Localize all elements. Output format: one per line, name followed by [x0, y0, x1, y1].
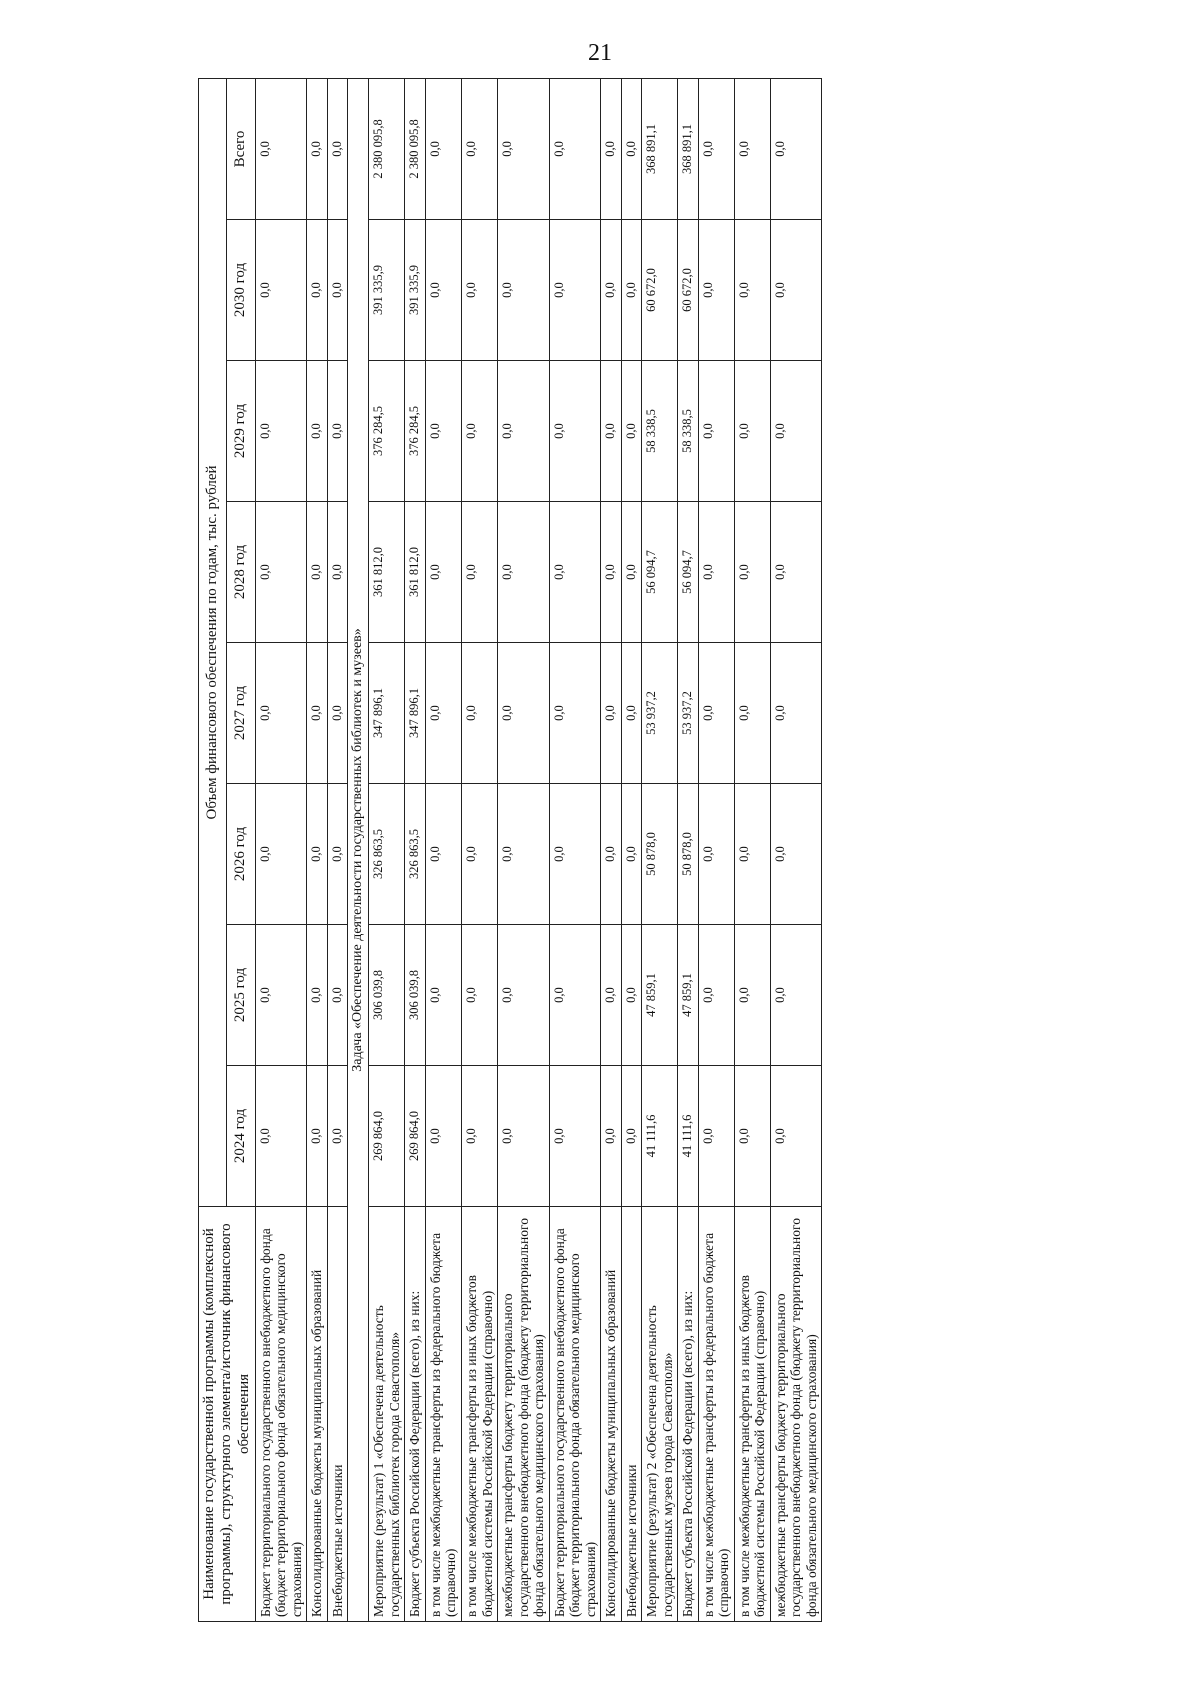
- cell-value: 0,0: [327, 361, 348, 502]
- cell-value: 0,0: [734, 220, 770, 361]
- cell-value: 269 864,0: [369, 1066, 405, 1207]
- table-row: [498, 78, 550, 1621]
- cell-value: 0,0: [734, 643, 770, 784]
- cell-value: 0,0: [327, 1066, 348, 1207]
- cell-value: 0,0: [698, 220, 734, 361]
- cell-value: 0,0: [601, 361, 622, 502]
- cell-value: 391 335,9: [369, 220, 405, 361]
- cell-total: 368 891,1: [678, 78, 699, 219]
- cell-value: 47 859,1: [678, 925, 699, 1066]
- cell-value: 0,0: [734, 502, 770, 643]
- table-row: [601, 78, 622, 1621]
- cell-total: 0,0: [770, 78, 822, 219]
- cell-value: 0,0: [462, 361, 498, 502]
- cell-value: 0,0: [462, 643, 498, 784]
- cell-value: 0,0: [255, 502, 307, 643]
- cell-total: 0,0: [621, 78, 642, 219]
- row-label: Внебюджетные источники: [621, 1207, 642, 1622]
- cell-value: 53 937,2: [642, 643, 678, 784]
- volume-header: Объем финансового обеспечения по годам, тыс. рублей: [199, 78, 227, 1206]
- cell-total: 0,0: [307, 78, 328, 219]
- cell-value: 0,0: [498, 502, 550, 643]
- cell-value: 0,0: [621, 643, 642, 784]
- cell-value: 0,0: [621, 502, 642, 643]
- row-label: Бюджет территориального государственного внебюджетного фонда (бюджет территориального фонда обязательного медицинского страхования): [549, 1207, 601, 1622]
- table-row: [462, 78, 498, 1621]
- cell-value: 0,0: [549, 361, 601, 502]
- cell-value: 0,0: [498, 925, 550, 1066]
- cell-value: 0,0: [601, 220, 622, 361]
- row-label: Консолидированные бюджеты муниципальных образований: [307, 1207, 328, 1622]
- cell-value: 50 878,0: [642, 784, 678, 925]
- cell-total: 0,0: [601, 78, 622, 219]
- cell-total: 368 891,1: [642, 78, 678, 219]
- cell-value: 47 859,1: [642, 925, 678, 1066]
- year-header: 2029 год: [227, 361, 255, 502]
- cell-value: 0,0: [621, 361, 642, 502]
- cell-value: 0,0: [327, 643, 348, 784]
- measure-title: Мероприятие (результат) 2 «Обеспечена деятельность государственных музеев города Севастополя»: [642, 1207, 678, 1622]
- year-header: 2030 год: [227, 220, 255, 361]
- name-column-header: Наименование государственной программы (комплексной программы), структурного элемента/источник финансового обеспечения: [199, 1207, 256, 1622]
- cell-value: 347 896,1: [405, 643, 426, 784]
- row-label: межбюджетные трансферты бюджету территориального государственного внебюджетного фонда (бюджету территориального фонда обязательного медицинского страхования): [498, 1207, 550, 1622]
- cell-value: 0,0: [307, 220, 328, 361]
- header-row-1: [199, 78, 227, 1621]
- page-number: 21: [588, 40, 612, 66]
- cell-value: 0,0: [770, 643, 822, 784]
- cell-value: 0,0: [498, 784, 550, 925]
- cell-value: 0,0: [462, 784, 498, 925]
- cell-value: 0,0: [734, 784, 770, 925]
- cell-value: 0,0: [307, 784, 328, 925]
- cell-value: 0,0: [307, 361, 328, 502]
- table-row: [678, 78, 699, 1621]
- cell-value: 56 094,7: [642, 502, 678, 643]
- row-label: Консолидированные бюджеты муниципальных образований: [601, 1207, 622, 1622]
- cell-value: 0,0: [425, 925, 461, 1066]
- cell-value: 0,0: [498, 643, 550, 784]
- cell-value: 391 335,9: [405, 220, 426, 361]
- budget-table: [198, 78, 822, 1622]
- cell-value: 0,0: [770, 925, 822, 1066]
- cell-total: 2 380 095,8: [405, 78, 426, 219]
- cell-value: 0,0: [601, 925, 622, 1066]
- table-row: [549, 78, 601, 1621]
- cell-value: 0,0: [425, 1066, 461, 1207]
- cell-value: 0,0: [462, 925, 498, 1066]
- cell-value: 0,0: [621, 220, 642, 361]
- cell-value: 0,0: [698, 925, 734, 1066]
- year-header: 2027 год: [227, 643, 255, 784]
- cell-value: 0,0: [307, 925, 328, 1066]
- cell-value: 0,0: [770, 220, 822, 361]
- cell-value: 0,0: [601, 502, 622, 643]
- cell-value: 0,0: [498, 361, 550, 502]
- cell-value: 0,0: [327, 220, 348, 361]
- cell-value: 0,0: [621, 1066, 642, 1207]
- cell-total: 0,0: [327, 78, 348, 219]
- cell-value: 0,0: [549, 643, 601, 784]
- cell-value: 0,0: [698, 502, 734, 643]
- cell-value: 361 812,0: [405, 502, 426, 643]
- cell-value: 41 111,6: [642, 1066, 678, 1207]
- cell-value: 0,0: [255, 361, 307, 502]
- cell-value: 0,0: [698, 1066, 734, 1207]
- total-header: Всего: [227, 78, 255, 219]
- measure-title: Мероприятие (результат) 1 «Обеспечена деятельность государственных библиотек города Севастополя»: [369, 1207, 405, 1622]
- cell-value: 306 039,8: [405, 925, 426, 1066]
- table-row: [770, 78, 822, 1621]
- cell-value: 347 896,1: [369, 643, 405, 784]
- cell-value: 0,0: [327, 502, 348, 643]
- cell-value: 0,0: [425, 361, 461, 502]
- cell-value: 269 864,0: [405, 1066, 426, 1207]
- cell-value: 0,0: [549, 925, 601, 1066]
- row-label: Внебюджетные источники: [327, 1207, 348, 1622]
- cell-value: 0,0: [770, 361, 822, 502]
- rotated-table-wrapper: [198, 79, 1065, 1622]
- table-row: [621, 78, 642, 1621]
- row-label: в том числе межбюджетные трансферты из федерального бюджета (справочно): [698, 1207, 734, 1622]
- year-header: 2024 год: [227, 1066, 255, 1207]
- cell-value: 60 672,0: [642, 220, 678, 361]
- cell-value: 0,0: [425, 220, 461, 361]
- cell-value: 0,0: [601, 784, 622, 925]
- cell-value: 0,0: [462, 220, 498, 361]
- cell-value: 53 937,2: [678, 643, 699, 784]
- cell-value: 0,0: [601, 643, 622, 784]
- cell-value: 0,0: [770, 784, 822, 925]
- cell-value: 0,0: [425, 502, 461, 643]
- cell-value: 0,0: [549, 1066, 601, 1207]
- cell-value: 326 863,5: [369, 784, 405, 925]
- cell-value: 60 672,0: [678, 220, 699, 361]
- cell-value: 326 863,5: [405, 784, 426, 925]
- cell-value: 0,0: [255, 1066, 307, 1207]
- cell-value: 306 039,8: [369, 925, 405, 1066]
- cell-value: 50 878,0: [678, 784, 699, 925]
- cell-value: 0,0: [621, 784, 642, 925]
- cell-value: 0,0: [498, 1066, 550, 1207]
- cell-value: 0,0: [327, 784, 348, 925]
- table-row: [425, 78, 461, 1621]
- year-header: 2026 год: [227, 784, 255, 925]
- cell-value: 0,0: [698, 643, 734, 784]
- cell-value: 0,0: [255, 925, 307, 1066]
- cell-value: 0,0: [255, 220, 307, 361]
- cell-value: 0,0: [549, 502, 601, 643]
- cell-value: 58 338,5: [642, 361, 678, 502]
- table-row: [698, 78, 734, 1621]
- cell-value: 0,0: [734, 361, 770, 502]
- cell-value: 0,0: [498, 220, 550, 361]
- cell-value: 0,0: [307, 643, 328, 784]
- cell-value: 58 338,5: [678, 361, 699, 502]
- cell-value: 0,0: [549, 220, 601, 361]
- cell-value: 0,0: [462, 1066, 498, 1207]
- section-row: [348, 78, 369, 1621]
- section-title: Задача «Обеспечение деятельности государственных библиотек и музеев»: [348, 78, 369, 1621]
- cell-total: 0,0: [698, 78, 734, 219]
- year-header: 2028 год: [227, 502, 255, 643]
- cell-value: 0,0: [601, 1066, 622, 1207]
- cell-total: 2 380 095,8: [369, 78, 405, 219]
- cell-value: 0,0: [621, 925, 642, 1066]
- table-row: [255, 78, 307, 1621]
- row-label: в том числе межбюджетные трансферты из федерального бюджета (справочно): [425, 1207, 461, 1622]
- row-label: межбюджетные трансферты бюджету территориального государственного внебюджетного фонда (бюджету территориального фонда обязательного медицинского страхования): [770, 1207, 822, 1622]
- cell-value: 41 111,6: [678, 1066, 699, 1207]
- table-row: [405, 78, 426, 1621]
- cell-value: 0,0: [425, 784, 461, 925]
- cell-total: 0,0: [549, 78, 601, 219]
- cell-total: 0,0: [255, 78, 307, 219]
- cell-value: 0,0: [734, 925, 770, 1066]
- measure-row: [369, 78, 405, 1621]
- cell-value: 0,0: [770, 502, 822, 643]
- cell-total: 0,0: [734, 78, 770, 219]
- year-header: 2025 год: [227, 925, 255, 1066]
- cell-total: 0,0: [425, 78, 461, 219]
- row-label: Бюджет субъекта Российской Федерации (всего), из них:: [405, 1207, 426, 1622]
- cell-value: 0,0: [698, 361, 734, 502]
- cell-value: 0,0: [307, 1066, 328, 1207]
- cell-value: 0,0: [255, 784, 307, 925]
- cell-value: 376 284,5: [369, 361, 405, 502]
- row-label: в том числе межбюджетные трансферты из иных бюджетов бюджетной системы Российской Федерации (справочно): [462, 1207, 498, 1622]
- measure-row: [642, 78, 678, 1621]
- cell-value: 0,0: [734, 1066, 770, 1207]
- cell-value: 361 812,0: [369, 502, 405, 643]
- cell-total: 0,0: [462, 78, 498, 219]
- table-row: [734, 78, 770, 1621]
- cell-value: 0,0: [698, 784, 734, 925]
- row-label: в том числе межбюджетные трансферты из иных бюджетов бюджетной системы Российской Федерации (справочно): [734, 1207, 770, 1622]
- row-label: Бюджет субъекта Российской Федерации (всего), из них:: [678, 1207, 699, 1622]
- cell-value: 0,0: [549, 784, 601, 925]
- cell-value: 0,0: [255, 643, 307, 784]
- cell-value: 56 094,7: [678, 502, 699, 643]
- row-label: Бюджет территориального государственного внебюджетного фонда (бюджет территориального фонда обязательного медицинского страхования): [255, 1207, 307, 1622]
- cell-value: 0,0: [327, 925, 348, 1066]
- cell-total: 0,0: [498, 78, 550, 219]
- cell-value: 0,0: [770, 1066, 822, 1207]
- table-row: [327, 78, 348, 1621]
- cell-value: 0,0: [425, 643, 461, 784]
- table-row: [307, 78, 328, 1621]
- cell-value: 0,0: [307, 502, 328, 643]
- cell-value: 376 284,5: [405, 361, 426, 502]
- cell-value: 0,0: [462, 502, 498, 643]
